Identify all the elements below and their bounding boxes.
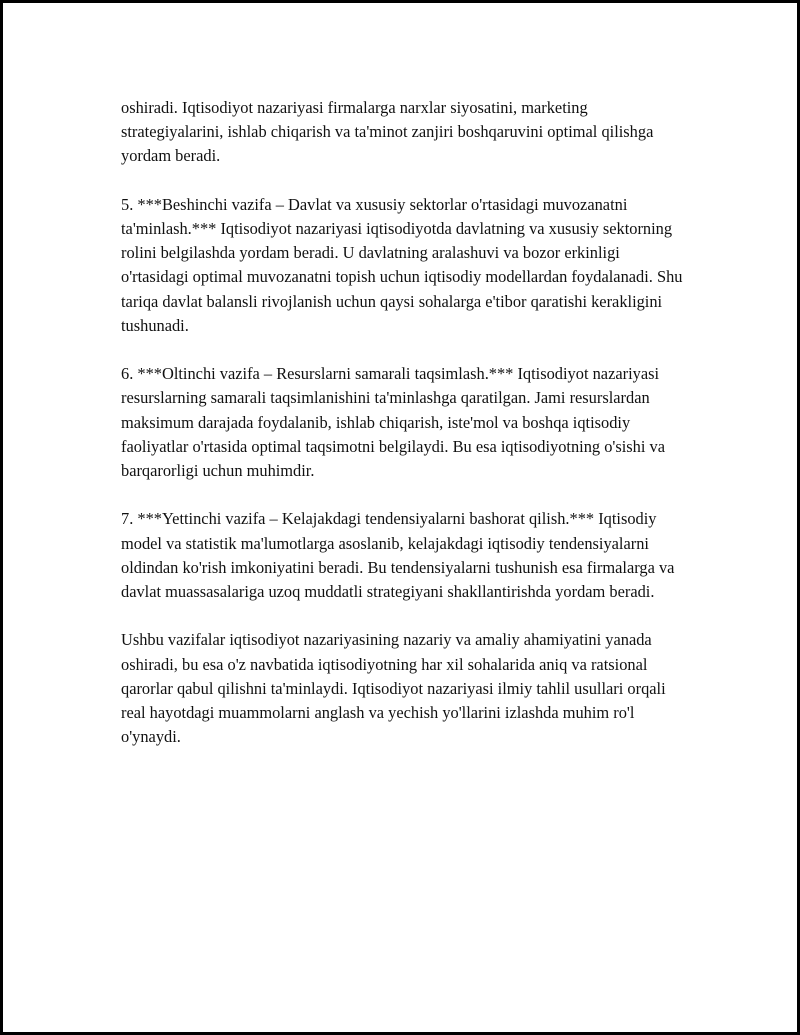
paragraph-intro-continuation: oshiradi. Iqtisodiyot nazariyasi firmalarga narxlar siyosatini, marketing strategiyalarini, ishlab chiqarish va ta'minot zanjiri boshqaruvini optimal qilishga yordam beradi. <box>121 98 654 166</box>
paragraph-fifth-task: 5. ***Beshinchi vazifa – Davlat va xususiy sektorlar o'rtasidagi muvozanatni ta'minlash.*** Iqtisodiyot nazariyasi iqtisodiyotda davlatning va xususiy sektorning rolini belgilashda yordam beradi. U davlatning aralashuvi va bozor erkinligi o'rtasidagi optimal muvozanatni topish uchun iqtisodiy modellardan foydalanadi. Shu tariqa davlat balansli rivojlanish uchun qaysi sohalarga e'tibor qaratishi kerakligini tushunadi. <box>121 194 683 335</box>
paragraph-conclusion: Ushbu vazifalar iqtisodiyot nazariyasining nazariy va amaliy ahamiyatini yanada oshiradi, bu esa o'z navbatida iqtisodiyotning har xil sohalarida aniq va ratsional qarorlar qabul qilishni ta'minlaydi. Iqtisodiyot nazariyasi ilmiy tahlil usullari orqali real hayotdagi muammolarni anglash va yechish yo'llarini izlashda muhim ro'l o'ynaydi. <box>121 630 666 747</box>
document-body <box>121 96 691 774</box>
paragraph-seventh-task: 7. ***Yettinchi vazifa – Kelajakdagi tendensiyalarni bashorat qilish.*** Iqtisodiy model va statistik ma'lumotlarga asoslanib, kelajakdagi iqtisodiy tendensiyalarni oldindan ko'rish imkoniyatini beradi. Bu tendensiyalarni tushunish esa firmalarga va davlat muassasalariga uzoq muddatli strategiyani shakllantirishda yordam beradi. <box>121 509 675 602</box>
paragraph-sixth-task: 6. ***Oltinchi vazifa – Resurslarni samarali taqsimlash.*** Iqtisodiyot nazariyasi resurslarning samarali taqsimlanishini ta'minlashga qaratilgan. Jami resurslardan maksimum darajada foydalanib, ishlab chiqarish, iste'mol va boshqa iqtisodiy faoliyatlar o'rtasida optimal taqsimotni belgilaydi. Bu esa iqtisodiyotning o'sishi va barqarorligi uchun muhimdir. <box>121 364 665 481</box>
